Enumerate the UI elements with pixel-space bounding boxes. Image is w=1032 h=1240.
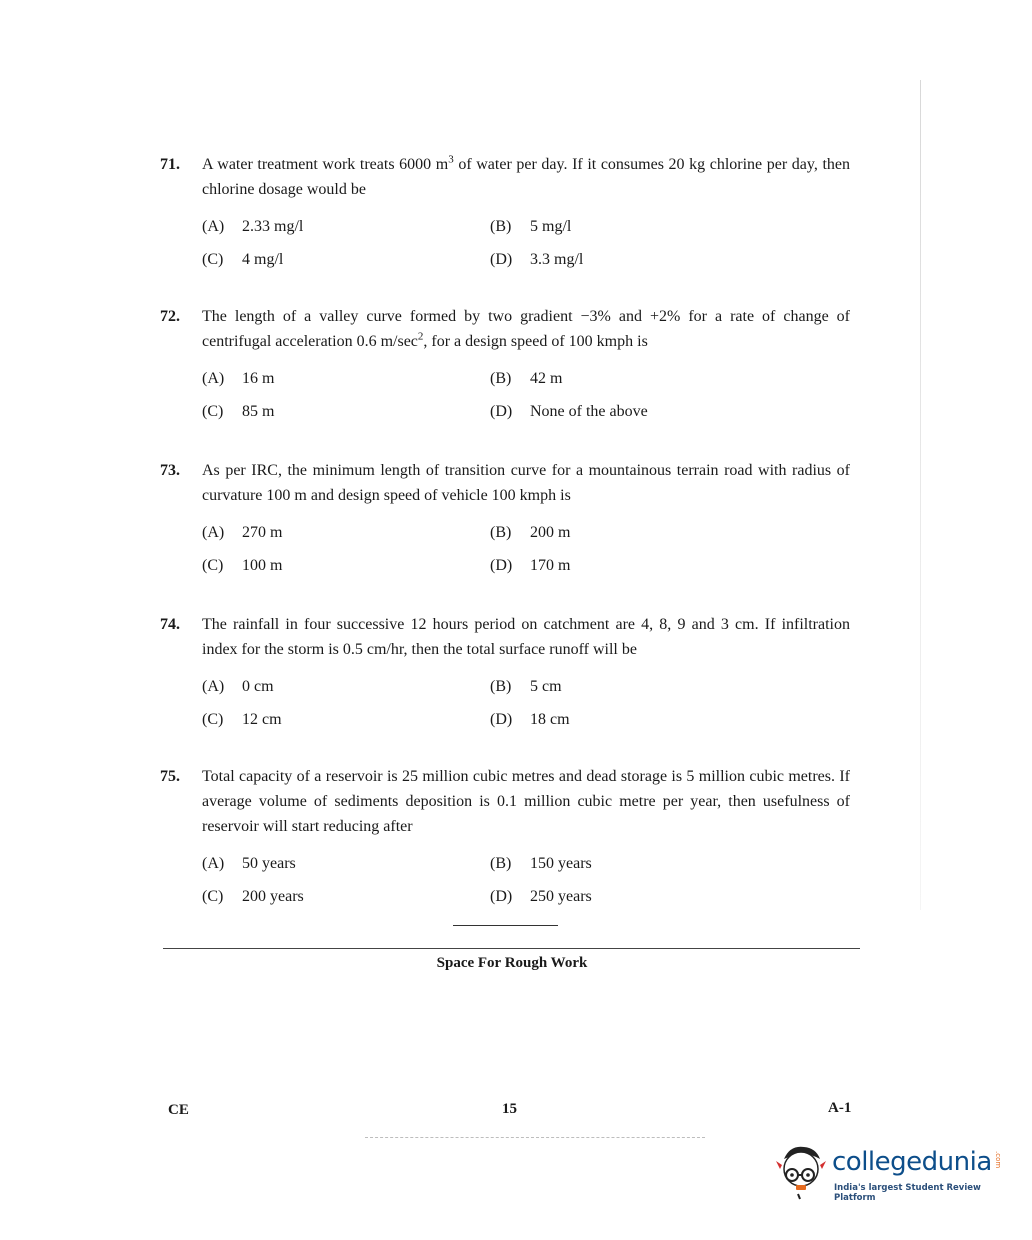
footer-series: A-1 [828,1100,852,1116]
question-74 [160,612,850,736]
option-a[interactable]: (A) 50 years [202,854,296,872]
option-a[interactable]: (A) 270 m [202,523,283,541]
question-text: A water treatment work treats 6000 $m^3$ of water per day. If it consumes 20 kg chlorine per day, then chlorine dosage would be [202,153,851,198]
options [160,210,850,276]
option-b[interactable]: (B) 5 cm [490,677,562,695]
option-c[interactable]: (C) 85 m [202,402,275,420]
footer-page-number: 15 [502,1101,517,1117]
question-71 [160,152,850,276]
question-number: 73. [160,462,180,479]
option-c[interactable]: (C) 200 years [202,887,304,905]
option-d[interactable]: (D) 3.3 mg/l [490,250,584,268]
option-c[interactable]: (C) 12 cm [202,710,282,728]
option-b[interactable]: (B) 42 m [490,369,563,387]
option-b[interactable]: (B) 200 m [490,523,571,541]
question-72 [160,304,850,428]
question-number: 72. [160,308,180,325]
mascot-logo-icon [770,1139,832,1201]
options [160,362,850,428]
options [160,847,850,913]
end-of-questions-divider [453,925,558,926]
question-73 [160,458,850,582]
question-number: 75. [160,768,180,785]
brand-name: collegedunia [832,1147,992,1177]
question-number: 71. [160,156,180,173]
brand-suffix: .com [994,1151,1002,1169]
rough-work-divider [163,948,860,949]
collegedunia-watermark[interactable] [770,1135,1010,1205]
option-a[interactable]: (A) 2.33 mg/l [202,217,304,235]
option-d[interactable]: (D) 170 m [490,556,571,574]
option-c[interactable]: (C) 100 m [202,556,283,574]
option-a[interactable]: (A) 16 m [202,369,275,387]
question-text: The rainfall in four successive 12 hours period on catchment are 4, 8, 9 and 3 cm. If infiltration index for the storm is 0.5 cm/hr, then the total surface runoff will be [202,616,850,658]
footer-subject-code: CE [168,1102,189,1118]
scan-edge-line [920,80,921,910]
question-text: The length of a valley curve formed by two gradient −3% and +2% for a rate of change of centrifugal acceleration 0.6 $m/\sec^2$, for a design speed of 100 kmph is [202,308,850,350]
question-number: 74. [160,616,180,633]
option-d[interactable]: (D) 250 years [490,887,592,905]
options [160,670,850,736]
question-75 [160,764,850,913]
brand-tagline: India's largest Student Review Platform [834,1183,981,1203]
rough-work-heading: Space For Rough Work [436,955,588,971]
option-d[interactable]: (D) 18 cm [490,710,570,728]
option-d[interactable]: (D) None of the above [490,402,648,420]
option-b[interactable]: (B) 5 mg/l [490,217,572,235]
option-a[interactable]: (A) 0 cm [202,677,274,695]
question-text: Total capacity of a reservoir is 25 million cubic metres and dead storage is 5 million cubic metres. If average volume of sediments deposition is 0.1 million cubic metre per year, then usefulness of reservoir will start reducing after [202,768,850,835]
options [160,516,850,582]
option-b[interactable]: (B) 150 years [490,854,592,872]
question-text: As per IRC, the minimum length of transition curve for a mountainous terrain road with radius of curvature 100 m and design speed of vehicle 100 kmph is [202,462,850,504]
footer-rule [365,1137,705,1138]
option-c[interactable]: (C) 4 mg/l [202,250,284,268]
